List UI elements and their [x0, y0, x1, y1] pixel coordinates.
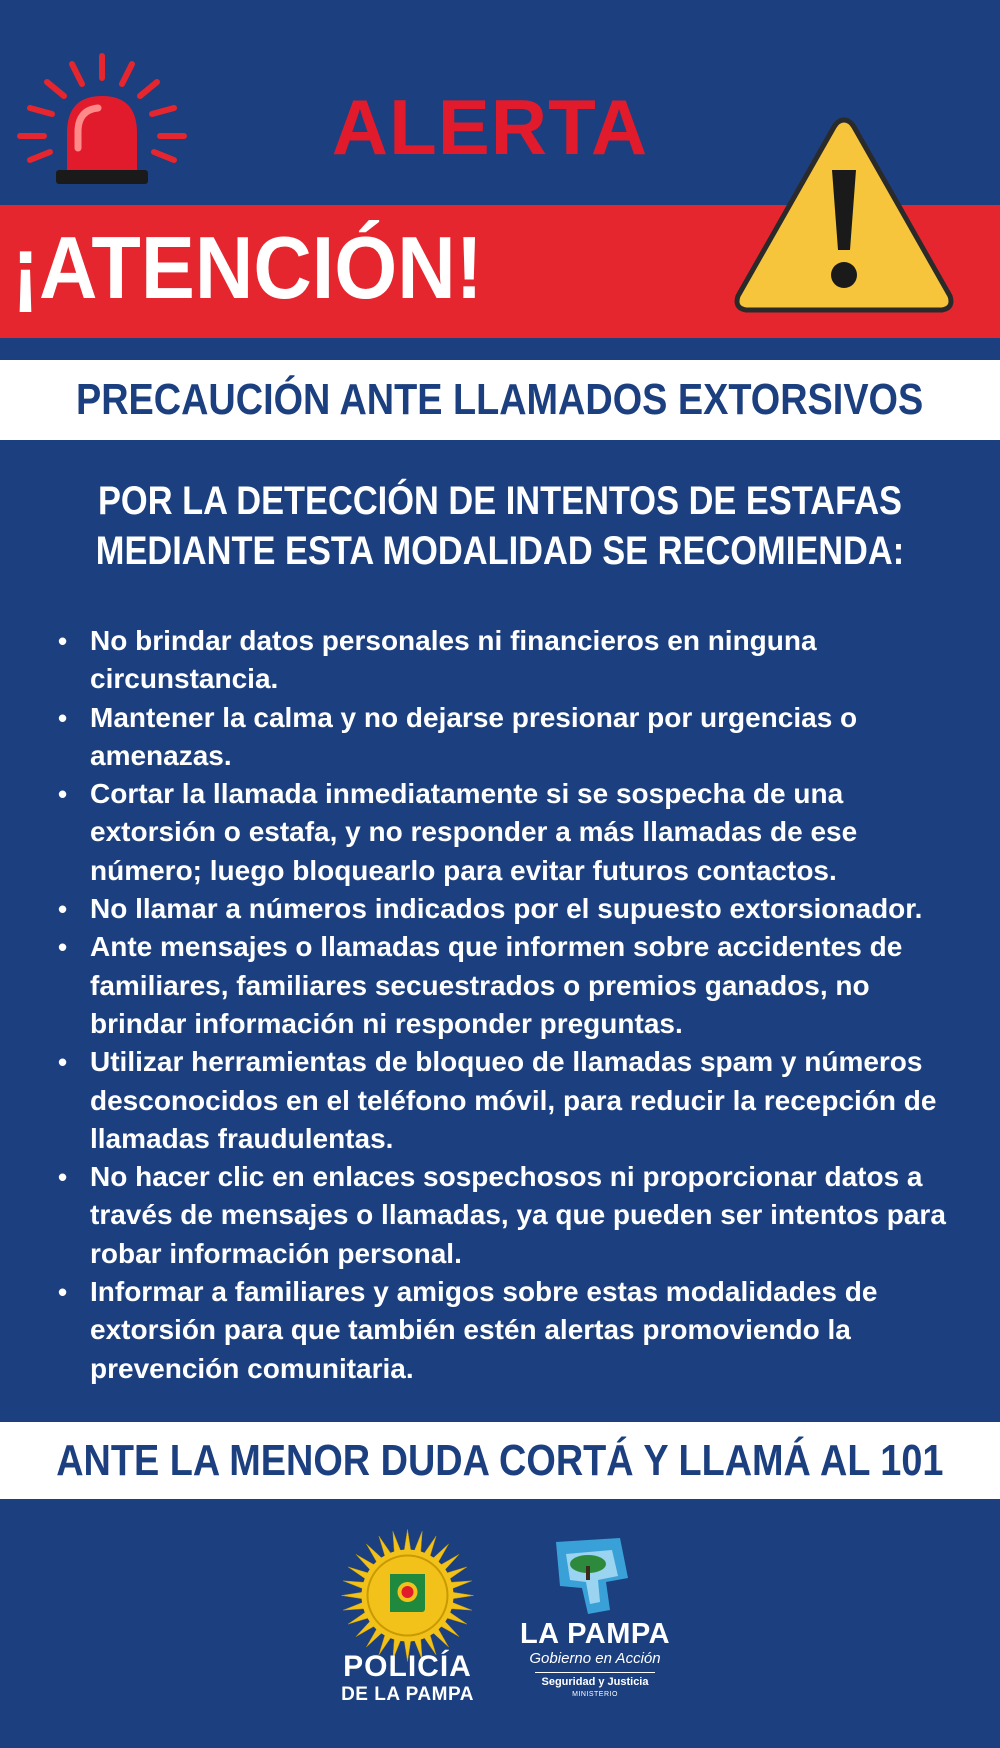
- call-to-action-band: [0, 1422, 1000, 1499]
- call-to-action-text: ANTE LA MENOR DUDA CORTÁ Y LLAMÁ AL 101: [56, 1435, 944, 1485]
- police-name: POLICÍA: [343, 1650, 472, 1683]
- list-item-line: • No hacer clic en enlaces sospechosos ni proporcionar datos a: [90, 1161, 923, 1193]
- list-item-line: • Informar a familiares y amigos sobre estas modalidades de: [90, 1276, 878, 1308]
- list-item-line: • Ante mensajes o llamadas que informen sobre accidentes de: [90, 931, 903, 963]
- list-item: [50, 775, 970, 890]
- subtitle-band: [0, 360, 1000, 440]
- list-item: [50, 622, 970, 699]
- list-item: [50, 1043, 970, 1158]
- list-item-line: • No brindar datos personales ni financieros en ninguna: [90, 625, 817, 656]
- list-item: [50, 1273, 970, 1388]
- list-item-line: • Cortar la llamada inmediatamente si se sospecha de una: [90, 778, 844, 810]
- recommendation-heading-line: POR LA DETECCIÓN DE INTENTOS DE ESTAFAS: [97, 479, 903, 523]
- list-item-line: prevención comunitaria.: [90, 1352, 414, 1384]
- emblem-ray: [342, 1592, 364, 1599]
- list-item: [50, 699, 970, 776]
- police-logo-text: [300, 1652, 515, 1704]
- ministry-name: Seguridad y Justicia: [541, 1676, 649, 1688]
- police-emblem-icon: [340, 1528, 475, 1663]
- subtitle-heading: PRECAUCIÓN ANTE LLAMADOS EXTORSIVOS: [76, 375, 924, 424]
- list-item-line: • No llamar a números indicados por el supuesto extorsionador.: [90, 893, 923, 925]
- list-item-line: número; luego bloquearlo para evitar futuros contactos.: [90, 854, 837, 886]
- list-item-line: circunstancia.: [90, 663, 279, 695]
- list-item-line: extorsión o estafa, y no responder a más llamadas de ese: [90, 816, 858, 848]
- list-item-line: través de mensajes o llamadas, ya que pueden ser intentos para: [90, 1199, 946, 1231]
- list-item: [50, 890, 970, 928]
- list-item-line: • Utilizar herramientas de bloqueo de llamadas spam y números: [90, 1046, 923, 1078]
- list-item-line: llamadas fraudulentas.: [90, 1122, 394, 1154]
- list-item-line: robar información personal.: [90, 1237, 462, 1269]
- recommendation-heading: [0, 476, 1000, 576]
- list-item: [50, 1158, 970, 1273]
- list-item-line: amenazas.: [90, 739, 232, 771]
- attention-title: ¡ATENCIÓN!: [12, 218, 483, 317]
- la-pampa-map-icon: [548, 1536, 633, 1616]
- gov-name: LA PAMPA: [519, 1618, 671, 1650]
- recommendations-list: [50, 622, 970, 1388]
- emblem-ray: [404, 1530, 411, 1552]
- list-item-line: • Mantener la calma y no dejarse presionar por urgencias o: [90, 701, 858, 733]
- emblem-ray: [451, 1592, 473, 1599]
- gov-slogan: Gobierno en Acción: [529, 1650, 661, 1667]
- list-item-line: extorsión para que también estén alertas promoviendo la: [90, 1314, 851, 1346]
- warning-triangle-icon: [728, 110, 960, 322]
- police-region: DE LA PAMPA: [341, 1684, 474, 1705]
- list-item-line: desconocidos en el teléfono móvil, para reducir la recepción de: [90, 1084, 937, 1116]
- alert-title: ALERTA: [331, 83, 649, 171]
- list-item-line: brindar información ni responder preguntas.: [90, 1007, 683, 1039]
- ministry-label: MINISTERIO: [572, 1691, 618, 1698]
- divider: [535, 1672, 655, 1673]
- siren-light-icon: [12, 48, 192, 198]
- list-item: [50, 928, 970, 1043]
- recommendation-heading-line: MEDIANTE ESTA MODALIDAD SE RECOMIENDA:: [95, 529, 905, 573]
- list-item-line: familiares, familiares secuestrados o premios ganados, no: [90, 969, 870, 1001]
- la-pampa-logo-text: [505, 1620, 685, 1698]
